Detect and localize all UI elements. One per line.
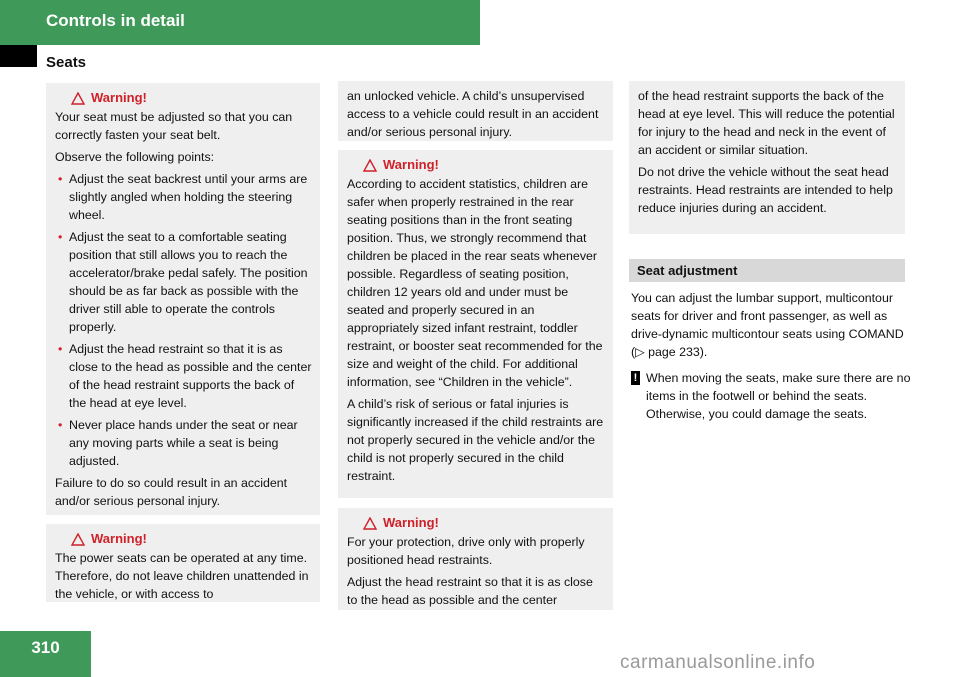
section-marker	[0, 45, 37, 67]
warning-triangle-icon	[363, 517, 377, 530]
warning-title: Warning!	[91, 90, 147, 105]
warning-text: For your protection, drive only with properly positioned head restraints.	[347, 535, 585, 567]
warning-box-continued	[338, 81, 613, 141]
list-item: • Adjust the head restraint so that it is as close to the head as possible and the center of the head restraint supports the back of the head at eye level.	[55, 340, 312, 412]
watermark: carmanualsonline.info	[620, 652, 816, 673]
warning-text: A child’s risk of serious or fatal injuries is significantly increased if the child restraints are not properly secured in the vehicle and/or the child is not properly secured in the child restraint.	[347, 397, 604, 483]
list-item: • Adjust the seat to a comfortable seating position that still allows you to reach the accelerator/brake pedal safely. The position should be as far back as possible with the driver still able to operate the controls properly.	[55, 228, 312, 336]
page-number: 310	[0, 631, 91, 677]
warning-title: Warning!	[383, 515, 439, 530]
warning-box-seat-adjustment	[46, 83, 320, 515]
warning-triangle-icon	[71, 92, 85, 105]
exclamation-icon: !	[631, 371, 640, 385]
continued-text: of the head restraint supports the back of the head at eye level. This will reduce the potential for injury to the head and neck in the event of an accident or similar situation.	[638, 89, 895, 157]
continued-text: Do not drive the vehicle without the seat head restraints. Head restraints are intended to help reduce injuries during an accident.	[638, 165, 893, 215]
continued-text: an unlocked vehicle. A child’s unsupervised access to a vehicle could result in an accident and/or serious personal injury.	[347, 89, 599, 139]
bullet-list	[55, 170, 312, 470]
body-text: You can adjust the lumbar support, multicontour seats for driver and front passenger, as well as drive-dynamic multicontour seats using COMAND (▷ page 233).	[631, 291, 904, 359]
warning-box-head-restraints	[338, 508, 613, 610]
warning-box-continued-right	[629, 81, 905, 234]
warning-heading	[71, 530, 312, 548]
warning-title: Warning!	[383, 157, 439, 172]
list-item: • Adjust the seat backrest until your arms are slightly angled when holding the steering wheel.	[55, 170, 312, 224]
section-title: Seats	[46, 54, 87, 71]
warning-title: Warning!	[91, 531, 147, 546]
note-text: When moving the seats, make sure there are no items in the footwell or behind the seats. Otherwise, you could damage the seats.	[646, 371, 911, 421]
warning-box-children	[338, 150, 613, 498]
warning-heading	[363, 156, 605, 174]
warning-triangle-icon	[71, 533, 85, 546]
warning-triangle-icon	[363, 159, 377, 172]
warning-text: According to accident statistics, children are safer when properly restrained in the rear seating positions than in the front seating position. Thus, we strongly recommend that children be placed in the rear seats whenever possible. Regardless of seating position, children 12 years old and under must be seated and properly secured in an appropriately sized infant restraint, toddler restraint, or booster seat recommended for the size and weight of the child. For additional information, see “Children in the vehicle”.	[347, 177, 603, 389]
list-item: • Never place hands under the seat or near any moving parts while a seat is being adjusted.	[55, 416, 312, 470]
warning-box-power-seats	[46, 524, 320, 602]
points-intro: Observe the following points:	[55, 150, 215, 164]
warning-text: The power seats can be operated at any time. Therefore, do not leave children unattended in the vehicle, or with access to	[55, 551, 309, 601]
chapter-title: Controls in detail	[46, 11, 185, 30]
subheading-seat-adjustment: Seat adjustment	[629, 259, 905, 282]
warning-outro: Failure to do so could result in an accident and/or serious personal injury.	[55, 476, 288, 508]
warning-heading	[363, 514, 605, 532]
warning-heading	[71, 89, 312, 107]
warning-text: Adjust the head restraint so that it is as close to the head as possible and the center	[347, 575, 593, 607]
note	[631, 369, 911, 423]
seat-adjustment-body	[631, 289, 911, 423]
warning-intro: Your seat must be adjusted so that you can correctly fasten your seat belt.	[55, 110, 293, 142]
